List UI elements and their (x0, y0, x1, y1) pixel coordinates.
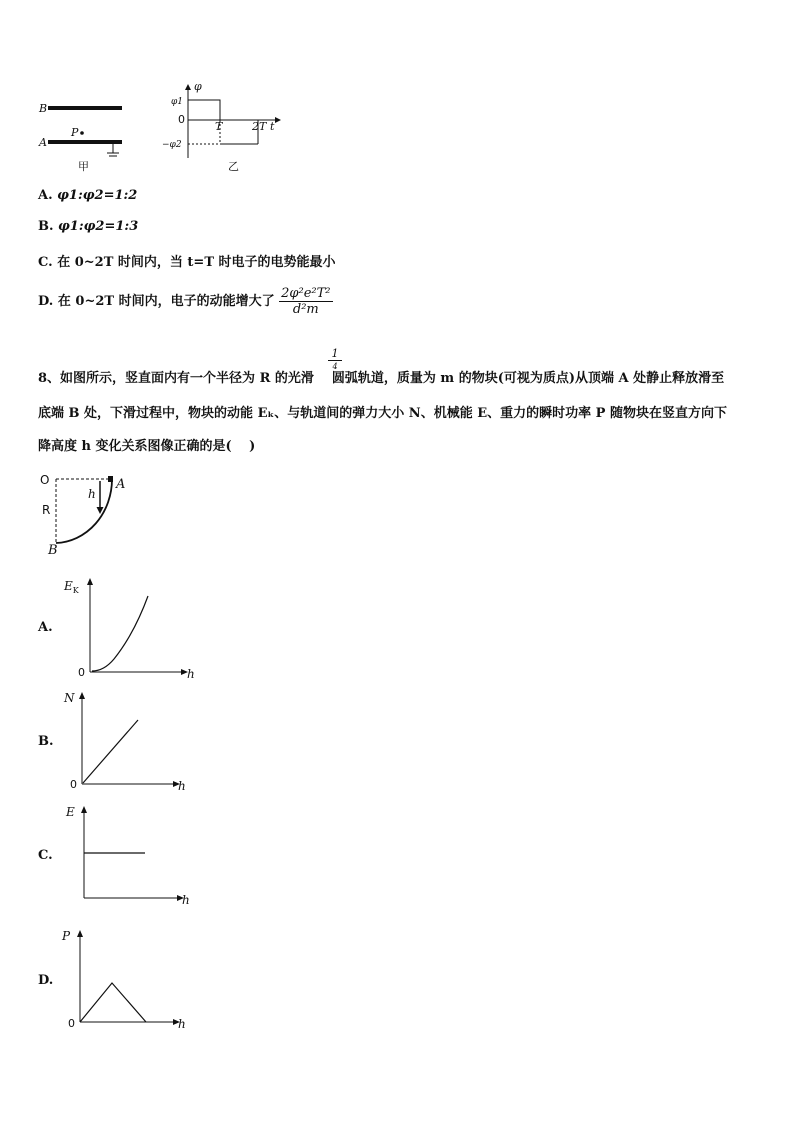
answer-b-letter[interactable]: B. (38, 734, 54, 749)
graph-a-curve (92, 596, 148, 671)
figure-yi (160, 80, 290, 176)
fraction-numerator: 2φ²e²T² (281, 286, 331, 301)
graph-a-origin: 0 (78, 666, 85, 679)
plate-b-label: B (39, 102, 48, 115)
plate-a-label: A (39, 136, 47, 149)
option-letter: A. (38, 188, 53, 203)
caption-jia: 甲 (78, 160, 89, 173)
track-o-label: O (40, 473, 50, 487)
yi-zero-label: 0 (178, 113, 185, 126)
yi-x-axis-label: t (270, 120, 275, 133)
prev-option-c[interactable] (38, 251, 336, 270)
question-8-line-2: 底端 B 处，下滑过程中，物块的动能 Eₖ、与轨道间的弹力大小 N、机械能 E、重力的瞬时功率 P 随物块在竖直方向下 (38, 406, 727, 421)
q8-text-a: 8、如图所示，竖直面内有一个半径为 R 的光滑 (38, 371, 314, 386)
option-letter: D. (38, 294, 54, 309)
quarter-circle-arc (56, 479, 112, 543)
track-r-label: R (42, 503, 51, 517)
track-b-label: B (48, 543, 58, 558)
graph-d-triangle (80, 983, 146, 1022)
option-text: 在 0~2T 时间内，电子的动能增大了 (57, 294, 275, 309)
track-a-label: A (116, 477, 126, 492)
option-letter: B. (38, 219, 54, 234)
yi-neg-phi2-label: −φ2 (162, 140, 182, 150)
quarter-fraction (328, 348, 342, 373)
answer-graph-d[interactable] (58, 926, 198, 1032)
graph-b-line (83, 720, 138, 783)
graph-d-x-label: h (178, 1017, 186, 1031)
option-text: φ1:φ2=1:3 (58, 219, 139, 234)
answer-graph-b[interactable] (58, 688, 198, 794)
graph-c-x-label: h (182, 893, 190, 907)
prev-option-d[interactable] (38, 286, 333, 317)
question-8-line-1 (38, 347, 725, 388)
kinetic-energy-fraction (279, 286, 332, 317)
option-text: 在 0~2T 时间内，当 t=T 时电子的电势能最小 (57, 255, 336, 270)
quarter-circle-track-figure (38, 468, 138, 560)
plate-a (48, 140, 122, 144)
graph-a-y-label (63, 579, 80, 595)
answer-graph-a[interactable] (62, 574, 202, 682)
answer-a-letter[interactable]: A. (38, 620, 53, 635)
caption-yi: 乙 (228, 160, 239, 173)
yi-tick-2T: 2T (252, 120, 267, 133)
graph-a-x-label: h (187, 667, 195, 681)
point-p-label: P (71, 126, 79, 139)
option-text: φ1:φ2=1:2 (57, 188, 138, 203)
quarter-den: 4 (332, 362, 338, 371)
yi-phi1-label: φ1 (171, 97, 184, 107)
graph-a-y-main: E (64, 579, 73, 593)
track-h-label: h (88, 487, 96, 501)
point-p-dot (80, 131, 84, 135)
plate-b (48, 106, 122, 110)
graph-d-origin: 0 (68, 1017, 75, 1030)
option-letter: C. (38, 255, 53, 270)
graph-b-origin: 0 (70, 778, 77, 791)
answer-d-letter[interactable]: D. (38, 973, 54, 988)
quarter-num: 1 (328, 348, 342, 361)
figure-jia (36, 96, 136, 176)
graph-a-y-sub: K (72, 586, 79, 595)
yi-tick-T: T (215, 120, 223, 133)
answer-c-letter[interactable]: C. (38, 848, 53, 863)
prev-option-a[interactable] (38, 188, 137, 203)
graph-d-y-label: P (62, 929, 71, 943)
answer-graph-c[interactable] (60, 802, 200, 908)
prev-option-b[interactable] (38, 219, 138, 234)
yi-y-axis-label: φ (194, 80, 202, 93)
fraction-denominator: d²m (292, 302, 319, 317)
block (108, 476, 113, 482)
q8-text-b: 圆弧轨道，质量为 m 的物块(可视为质点)从顶端 A 处静止释放滑至 (331, 371, 725, 386)
graph-b-x-label: h (178, 779, 186, 793)
yi-positive-pulse (188, 100, 220, 120)
question-8-line-3: 降高度 h 变化关系图像正确的是( ) (38, 439, 256, 454)
graph-b-y-label: N (64, 691, 75, 705)
graph-c-y-label: E (66, 805, 75, 819)
